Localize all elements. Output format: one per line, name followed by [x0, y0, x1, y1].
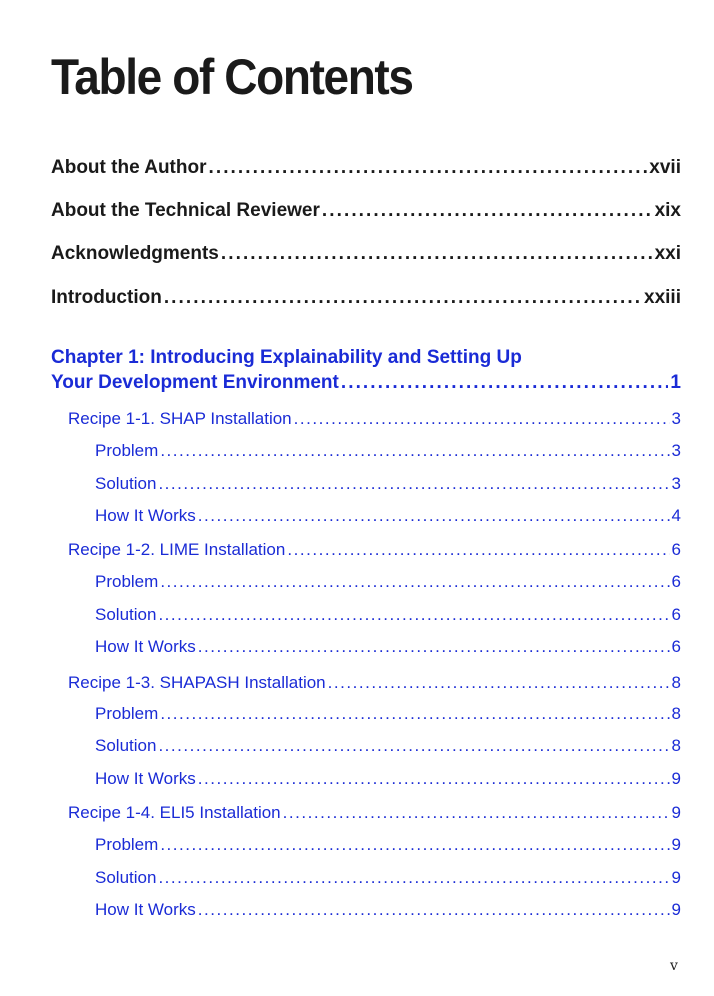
toc-entry-label: Problem: [95, 572, 159, 591]
toc-entry-page: 8: [671, 673, 681, 692]
toc-entry-label: Introduction: [51, 287, 162, 308]
toc-entry-label: Recipe 1-2. LIME Installation: [68, 540, 286, 559]
dot-leader: [208, 157, 647, 179]
toc-entry-page: 3: [671, 441, 681, 460]
toc-entry-page: 3: [671, 474, 681, 493]
toc-entry-page: 3: [671, 409, 681, 428]
toc-entry-label: About the Technical Reviewer: [51, 200, 320, 221]
dot-leader: [160, 835, 669, 855]
toc-entry-subsection[interactable]: [95, 441, 681, 465]
toc-entry-acknowledgments[interactable]: [51, 243, 681, 269]
toc-entry-page: 6: [671, 637, 681, 656]
dot-leader: [198, 900, 670, 920]
toc-entry-page: 6: [671, 540, 681, 559]
toc-entry-label: Acknowledgments: [51, 243, 219, 264]
toc-entry-page: xvii: [649, 157, 681, 178]
toc-entry-label: About the Author: [51, 157, 207, 178]
toc-entry-label: Solution: [95, 736, 157, 755]
toc-entry-chapter-1[interactable]: [51, 372, 681, 398]
toc-entry-recipe[interactable]: [68, 803, 681, 827]
dot-leader: [198, 769, 670, 789]
dot-leader: [160, 572, 669, 592]
toc-entry-page: xxi: [654, 243, 681, 264]
toc-entry-label: Problem: [95, 835, 159, 854]
toc-entry-page: 8: [671, 704, 681, 723]
toc-entry-page: 8: [671, 736, 681, 755]
toc-entry-label: Recipe 1-4. ELI5 Installation: [68, 803, 281, 822]
toc-entry-subsection[interactable]: [95, 736, 681, 760]
toc-entry-label: How It Works: [95, 900, 196, 919]
dot-leader: [158, 605, 669, 625]
chapter-title-line1[interactable]: Chapter 1: Introducing Explainability and Setting Up: [51, 347, 522, 368]
dot-leader: [160, 704, 669, 724]
toc-entry-subsection[interactable]: [95, 474, 681, 498]
toc-entry-subsection[interactable]: [95, 769, 681, 793]
toc-entry-label: Solution: [95, 868, 157, 887]
dot-leader: [160, 441, 669, 461]
toc-entry-page: 9: [671, 900, 681, 919]
toc-entry-label: Problem: [95, 441, 159, 460]
toc-entry-recipe[interactable]: [68, 673, 681, 697]
dot-leader: [328, 673, 670, 693]
dot-leader: [283, 803, 670, 823]
dot-leader: [341, 372, 669, 394]
toc-entry-label: How It Works: [95, 506, 196, 525]
toc-entry-page: 6: [671, 572, 681, 591]
toc-entry-subsection[interactable]: [95, 868, 681, 892]
toc-entry-label: Solution: [95, 605, 157, 624]
toc-entry-label: Recipe 1-1. SHAP Installation: [68, 409, 292, 428]
dot-leader: [294, 409, 670, 429]
toc-entry-page: xix: [654, 200, 681, 221]
toc-entry-subsection[interactable]: [95, 900, 681, 924]
dot-leader: [322, 200, 653, 222]
toc-entry-label: Solution: [95, 474, 157, 493]
toc-entry-about-technical-reviewer[interactable]: [51, 200, 681, 226]
toc-entry-page: 4: [671, 506, 681, 525]
toc-entry-subsection[interactable]: [95, 704, 681, 728]
toc-entry-subsection[interactable]: [95, 605, 681, 629]
toc-entry-subsection[interactable]: [95, 572, 681, 596]
page-number: v: [670, 958, 678, 974]
toc-entry-recipe[interactable]: [68, 540, 681, 564]
chapter-title-line2: Your Development Environment: [51, 372, 339, 393]
toc-entry-page: xxiii: [644, 287, 681, 308]
dot-leader: [198, 637, 670, 657]
dot-leader: [287, 540, 669, 560]
dot-leader: [158, 474, 669, 494]
dot-leader: [164, 287, 642, 309]
page-title: Table of Contents: [51, 49, 413, 105]
toc-entry-recipe[interactable]: [68, 409, 681, 433]
toc-entry-page: 9: [671, 769, 681, 788]
toc-entry-page: 9: [671, 868, 681, 887]
dot-leader: [198, 506, 670, 526]
toc-entry-subsection[interactable]: [95, 637, 681, 661]
toc-entry-page: 9: [671, 803, 681, 822]
toc-entry-label: How It Works: [95, 637, 196, 656]
dot-leader: [221, 243, 653, 265]
toc-entry-about-author[interactable]: [51, 157, 681, 183]
toc-entry-label: Problem: [95, 704, 159, 723]
toc-entry-introduction[interactable]: [51, 287, 681, 313]
dot-leader: [158, 868, 669, 888]
toc-entry-subsection[interactable]: [95, 835, 681, 859]
toc-entry-subsection[interactable]: [95, 506, 681, 530]
dot-leader: [158, 736, 669, 756]
toc-entry-label: Recipe 1-3. SHAPASH Installation: [68, 673, 326, 692]
toc-entry-page: 1: [670, 372, 681, 393]
toc-entry-label: How It Works: [95, 769, 196, 788]
toc-entry-page: 6: [671, 605, 681, 624]
toc-entry-page: 9: [671, 835, 681, 854]
